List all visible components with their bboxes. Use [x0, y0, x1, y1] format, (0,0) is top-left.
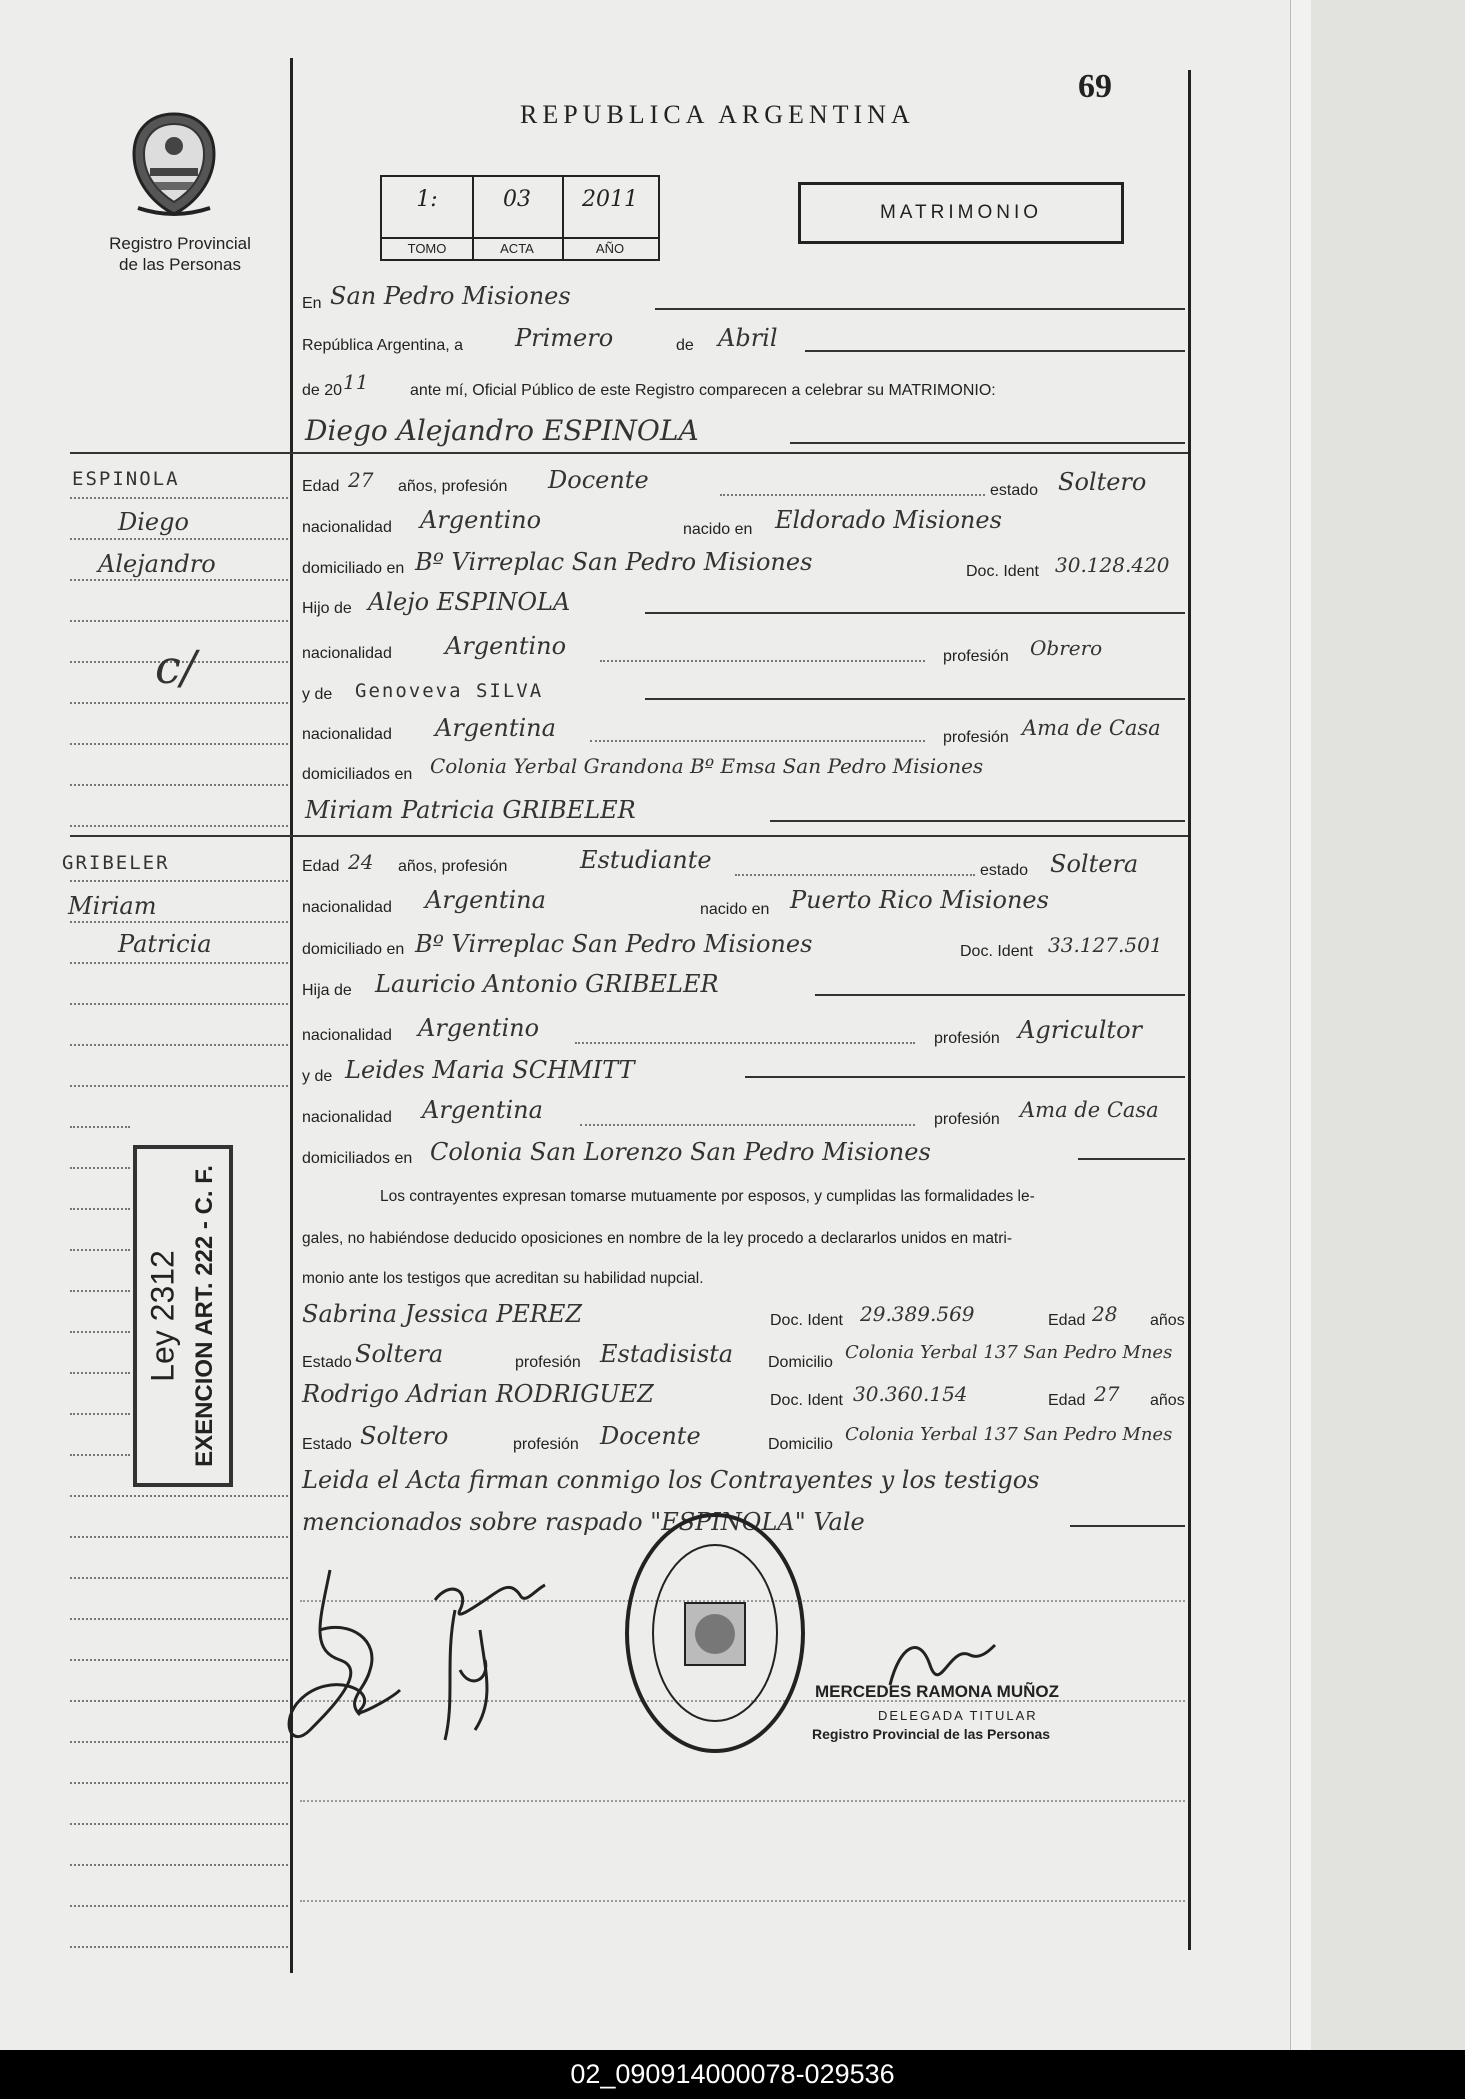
groom-doc: 30.128.420	[1055, 553, 1170, 577]
bride-address: Bº Virreplac San Pedro Misiones	[415, 930, 813, 958]
intro-place: San Pedro Misiones	[330, 282, 571, 310]
fill-line	[745, 1076, 1185, 1078]
groom-civil-status: Soltero	[1058, 468, 1147, 496]
margin-line	[70, 620, 288, 622]
margin-line	[70, 1782, 288, 1784]
groom-father: Alejo ESPINOLA	[368, 588, 571, 616]
fill-line	[645, 698, 1185, 700]
witness1-address: Colonia Yerbal 137 San Pedro Mnes	[845, 1342, 1173, 1363]
ano-cell	[562, 177, 658, 259]
fill-line	[645, 612, 1185, 614]
margin-line	[70, 880, 288, 882]
exencion-label: EXENCION ART. 222 - C. F.	[191, 1165, 218, 1467]
bride-birthplace: Puerto Rico Misiones	[790, 886, 1049, 914]
margin-line	[70, 1741, 288, 1743]
witness2-domicilio-label: Domicilio	[768, 1436, 833, 1453]
margin-line	[70, 1495, 288, 1497]
witness2-address: Colonia Yerbal 137 San Pedro Mnes	[845, 1424, 1173, 1445]
margin-line	[70, 1659, 288, 1661]
witness2-doc: 30.360.154	[853, 1382, 968, 1406]
groom-father-prof-label: profesión	[943, 648, 1009, 665]
witness2-age: 27	[1094, 1382, 1120, 1406]
tomo-cell	[382, 177, 474, 259]
margin-line	[70, 1536, 288, 1538]
margin-line	[70, 1003, 288, 1005]
bride-nacionalidad-label: nacionalidad	[302, 899, 392, 916]
groom-mother-nac-label: nacionalidad	[302, 726, 392, 743]
witness2-edad-label: Edad	[1048, 1392, 1086, 1409]
margin-line	[70, 1413, 130, 1415]
country-title: REPUBLICA ARGENTINA	[520, 100, 915, 129]
fill-line	[790, 442, 1185, 444]
groom-father-profession: Obrero	[1030, 636, 1103, 660]
margin-groom-surname: ESPINOLA	[72, 468, 180, 490]
fill-line	[600, 660, 925, 662]
page-number: 69	[1078, 68, 1112, 105]
witness2-anos-label: años	[1150, 1392, 1185, 1409]
intro-year: 11	[343, 370, 369, 394]
groom-section-separator	[70, 452, 1188, 454]
bride-mother-profession: Ama de Casa	[1020, 1098, 1159, 1122]
witness1-anos-label: años	[1150, 1312, 1185, 1329]
scan-footer: 02_090914000078-029536	[0, 2050, 1465, 2099]
groom-mother: Genoveva SILVA	[355, 680, 544, 702]
margin-groom-name1: Diego	[118, 508, 189, 536]
witness2-profesion-label: profesión	[513, 1436, 579, 1453]
official-title: DELEGADA TITULAR	[878, 1708, 1038, 1723]
signatures-contrayentes	[270, 1540, 590, 1760]
right-border-line	[1188, 70, 1191, 1950]
margin-line	[70, 1208, 130, 1210]
fill-line	[815, 994, 1185, 996]
bride-section-separator	[70, 835, 1188, 837]
fill-line	[735, 874, 975, 876]
de-label: de	[676, 337, 694, 354]
fill-line	[590, 740, 925, 742]
closing-line2: mencionados sobre raspado "ESPINOLA" Vale	[302, 1508, 865, 1536]
official-organization: Registro Provincial de las Personas	[812, 1726, 1051, 1742]
page-edge	[1290, 0, 1465, 2050]
groom-profession: Docente	[548, 466, 649, 494]
margin-line	[70, 825, 288, 827]
groom-parents-address: Colonia Yerbal Grandona Bº Emsa San Pedro Misiones	[430, 754, 984, 778]
ley-label: Ley 2312	[144, 1250, 181, 1382]
margin-line	[70, 1290, 130, 1292]
declaration-line3: monio ante los testigos que acreditan su habilidad nupcial.	[302, 1270, 704, 1287]
year-prefix: de 20	[302, 382, 343, 399]
margin-line	[70, 784, 288, 786]
groom-domiciliado-label: domiciliado en	[302, 560, 405, 577]
groom-mother-nationality: Argentina	[435, 714, 556, 742]
groom-nacionalidad-label: nacionalidad	[302, 519, 392, 536]
groom-domiciliados-label: domiciliados en	[302, 766, 413, 783]
tomo-value: 1:	[416, 187, 438, 212]
bride-father: Lauricio Antonio GRIBELER	[375, 970, 719, 998]
declaration-line2: gales, no habiéndose deducido oposiciones en nombre de la ley procedo a declararlos unidos en matri-	[302, 1230, 1013, 1247]
margin-line	[70, 962, 288, 964]
witness1-name: Sabrina Jessica PEREZ	[302, 1300, 583, 1328]
margin-line	[70, 538, 288, 540]
witness2-estado-label: Estado	[302, 1436, 352, 1453]
ley-exencion-stamp	[133, 1145, 233, 1487]
act-type-box: MATRIMONIO	[798, 182, 1124, 244]
groom-full-name: Diego Alejandro ESPINOLA	[305, 414, 699, 447]
registry-box	[380, 175, 660, 261]
groom-edad-label: Edad	[302, 478, 340, 495]
bride-edad-label: Edad	[302, 858, 340, 875]
margin-line	[70, 497, 288, 499]
bride-mother-nationality: Argentina	[422, 1096, 543, 1124]
margin-line	[70, 1823, 288, 1825]
groom-birthplace: Eldorado Misiones	[775, 506, 1002, 534]
margin-line	[70, 1085, 288, 1087]
registry-label-line2: de las Personas	[119, 255, 241, 274]
margin-line	[70, 921, 288, 923]
official-round-seal	[620, 1508, 810, 1758]
margin-line	[70, 579, 288, 581]
margin-line	[70, 1249, 130, 1251]
witness2-profession: Docente	[600, 1422, 701, 1450]
bride-nacido-label: nacido en	[700, 901, 770, 918]
witness1-edad-label: Edad	[1048, 1312, 1086, 1329]
fill-line	[655, 308, 1185, 310]
margin-line	[70, 1044, 288, 1046]
witness1-age: 28	[1092, 1302, 1118, 1326]
bride-profesion-label: años, profesión	[398, 858, 508, 875]
bride-domiciliados-label: domiciliados en	[302, 1150, 413, 1167]
bride-age: 24	[348, 850, 374, 874]
province-coat-of-arms	[128, 110, 220, 218]
groom-mother-profession: Ama de Casa	[1022, 716, 1161, 740]
republica-label: República Argentina, a	[302, 337, 463, 354]
ano-label: AÑO	[562, 237, 658, 259]
fill-line	[805, 350, 1185, 352]
bride-father-profession: Agricultor	[1018, 1016, 1142, 1044]
margin-connector: c/	[155, 640, 197, 694]
bride-father-nac-label: nacionalidad	[302, 1027, 392, 1044]
bride-doc: 33.127.501	[1048, 933, 1163, 957]
margin-line	[70, 1864, 288, 1866]
declaration-line1: Los contrayentes expresan tomarse mutuamente por esposos, y cumplidas las formalidades le-	[380, 1188, 1035, 1205]
margin-line	[70, 1126, 130, 1128]
groom-nationality: Argentino	[420, 506, 542, 534]
margin-line	[70, 1577, 288, 1579]
fill-line	[580, 1124, 915, 1126]
bride-father-prof-label: profesión	[934, 1030, 1000, 1047]
margin-bride-surname: GRIBELER	[62, 852, 170, 874]
margin-groom-name2: Alejandro	[98, 550, 216, 578]
margin-line	[70, 1331, 130, 1333]
groom-mother-prof-label: profesión	[943, 729, 1009, 746]
margin-line	[70, 1700, 288, 1702]
bride-nationality: Argentina	[425, 886, 546, 914]
tomo-label: TOMO	[382, 237, 472, 259]
official-name: MERCEDES RAMONA MUÑOZ	[815, 1682, 1059, 1701]
en-label: En	[302, 295, 322, 312]
fill-line	[770, 820, 1185, 822]
witness1-profession: Estadisista	[600, 1340, 734, 1368]
margin-line	[70, 1905, 288, 1907]
bride-profession: Estudiante	[580, 846, 712, 874]
margin-line	[70, 1454, 130, 1456]
groom-father-nationality: Argentino	[445, 632, 567, 660]
witness2-doc-label: Doc. Ident	[770, 1392, 843, 1409]
bride-mother: Leides Maria SCHMITT	[345, 1056, 635, 1084]
witness1-civil-status: Soltera	[355, 1340, 444, 1368]
margin-line	[70, 1167, 130, 1169]
bride-father-nationality: Argentino	[418, 1014, 540, 1042]
margin-line	[70, 743, 288, 745]
acta-value: 03	[503, 187, 531, 212]
bride-hija-label: Hija de	[302, 982, 352, 999]
groom-yde-label: y de	[302, 686, 333, 703]
blank-line	[300, 1800, 1185, 1802]
margin-line	[70, 1946, 288, 1948]
fill-line	[575, 1042, 915, 1044]
bride-domiciliado-label: domiciliado en	[302, 941, 405, 958]
groom-address: Bº Virreplac San Pedro Misiones	[415, 548, 813, 576]
witness1-doc-label: Doc. Ident	[770, 1312, 843, 1329]
registry-label	[70, 233, 290, 275]
intro-statement: ante mí, Oficial Público de este Registro comparecen a celebrar su MATRIMONIO:	[410, 382, 996, 399]
groom-hijo-label: Hijo de	[302, 600, 352, 617]
closing-line1: Leida el Acta firman conmigo los Contrayentes y los testigos	[302, 1466, 1040, 1494]
fill-line	[1070, 1525, 1185, 1527]
blank-line	[300, 1900, 1185, 1902]
acta-label: ACTA	[472, 237, 562, 259]
groom-nacido-label: nacido en	[683, 521, 753, 538]
groom-profesion-label: años, profesión	[398, 478, 508, 495]
bride-yde-label: y de	[302, 1068, 333, 1085]
bride-estado-label: estado	[980, 862, 1029, 879]
groom-doc-label: Doc. Ident	[966, 563, 1039, 580]
witness1-domicilio-label: Domicilio	[768, 1354, 833, 1371]
bride-doc-label: Doc. Ident	[960, 943, 1033, 960]
witness1-estado-label: Estado	[302, 1354, 352, 1371]
witness1-doc: 29.389.569	[860, 1302, 975, 1326]
acta-cell	[472, 177, 564, 259]
bride-full-name: Miriam Patricia GRIBELER	[305, 796, 636, 824]
witness1-profesion-label: profesión	[515, 1354, 581, 1371]
margin-bride-name2: Patricia	[118, 930, 212, 958]
intro-month: Abril	[718, 324, 778, 352]
margin-line	[70, 1372, 130, 1374]
margin-line	[70, 702, 288, 704]
bride-mother-prof-label: profesión	[934, 1111, 1000, 1128]
groom-age: 27	[348, 468, 374, 492]
bride-parents-address: Colonia San Lorenzo San Pedro Misiones	[430, 1138, 931, 1166]
margin-line	[70, 1618, 288, 1620]
groom-estado-label: estado	[990, 482, 1039, 499]
fill-line	[1078, 1158, 1185, 1160]
witness2-name: Rodrigo Adrian RODRIGUEZ	[302, 1380, 654, 1408]
witness2-civil-status: Soltero	[360, 1422, 449, 1450]
bride-civil-status: Soltera	[1050, 850, 1139, 878]
ano-value: 2011	[582, 187, 638, 212]
bride-mother-nac-label: nacionalidad	[302, 1109, 392, 1126]
fill-line	[720, 494, 985, 496]
intro-day: Primero	[515, 324, 614, 352]
margin-bride-name1: Miriam	[68, 892, 157, 920]
registry-label-line1: Registro Provincial	[109, 234, 251, 253]
groom-father-nac-label: nacionalidad	[302, 645, 392, 662]
